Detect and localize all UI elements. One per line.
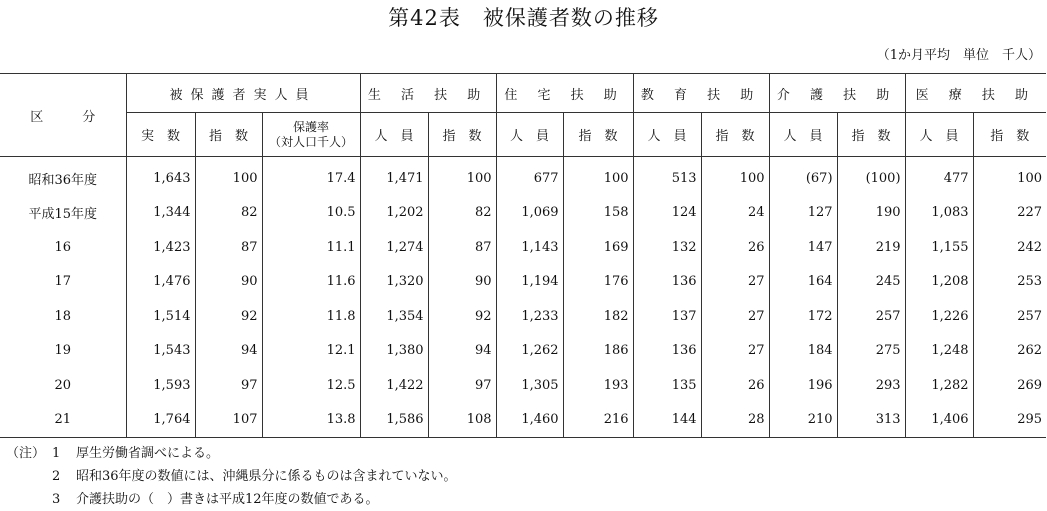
cell: 1,320 bbox=[360, 265, 428, 300]
cell: 97 bbox=[428, 368, 496, 403]
cell: 210 bbox=[769, 403, 837, 438]
cell: 164 bbox=[769, 265, 837, 300]
cell: 1,344 bbox=[126, 196, 195, 231]
cell: 97 bbox=[195, 368, 262, 403]
cell: 184 bbox=[769, 334, 837, 369]
row-label: 平成15年度 bbox=[28, 207, 98, 223]
cell: 1,543 bbox=[126, 334, 195, 369]
cell: 12.1 bbox=[262, 334, 360, 369]
cell: 27 bbox=[701, 265, 769, 300]
cell: 1,155 bbox=[905, 230, 973, 265]
note-number: 1 bbox=[52, 446, 61, 461]
subheader-index: 指 数 bbox=[428, 113, 496, 157]
cell: 1,354 bbox=[360, 299, 428, 334]
cell: 186 bbox=[563, 334, 633, 369]
cell: 242 bbox=[973, 230, 1046, 265]
subheader-protection-rate bbox=[262, 113, 360, 157]
cell: 257 bbox=[973, 299, 1046, 334]
cell: 107 bbox=[195, 403, 262, 438]
table-row bbox=[0, 368, 1046, 403]
cell: 219 bbox=[837, 230, 905, 265]
cell: 90 bbox=[428, 265, 496, 300]
cell: 10.5 bbox=[262, 196, 360, 231]
cell: 1,208 bbox=[905, 265, 973, 300]
cell: 90 bbox=[195, 265, 262, 300]
cell: 132 bbox=[633, 230, 701, 265]
table-row bbox=[0, 334, 1046, 369]
cell: (100) bbox=[837, 157, 905, 196]
note-item bbox=[6, 442, 457, 465]
cell: 11.1 bbox=[262, 230, 360, 265]
cell: 26 bbox=[701, 368, 769, 403]
cell: 82 bbox=[428, 196, 496, 231]
cell: 477 bbox=[905, 157, 973, 196]
cell: 196 bbox=[769, 368, 837, 403]
cell: 1,514 bbox=[126, 299, 195, 334]
group-header-education: 教 育 扶 助 bbox=[633, 74, 769, 113]
table-row bbox=[0, 196, 1046, 231]
cell: 1,202 bbox=[360, 196, 428, 231]
cell: 87 bbox=[195, 230, 262, 265]
note-text: 厚生労働省調べによる。 bbox=[76, 446, 220, 461]
category-header: 区 分 bbox=[0, 74, 126, 157]
cell: 295 bbox=[973, 403, 1046, 438]
cell: 227 bbox=[973, 196, 1046, 231]
cell: 513 bbox=[633, 157, 701, 196]
group-header-livelihood: 生 活 扶 助 bbox=[360, 74, 496, 113]
cell: 82 bbox=[195, 196, 262, 231]
unit-label: （1か月平均 単位 千人） bbox=[876, 48, 1041, 63]
cell: 11.6 bbox=[262, 265, 360, 300]
group-header-housing: 住 宅 扶 助 bbox=[496, 74, 633, 113]
cell: 269 bbox=[973, 368, 1046, 403]
cell: 1,262 bbox=[496, 334, 563, 369]
note-item bbox=[6, 465, 457, 488]
cell: 245 bbox=[837, 265, 905, 300]
cell: 136 bbox=[633, 265, 701, 300]
note-number: 2 bbox=[52, 469, 61, 484]
row-label: 21 bbox=[54, 412, 72, 428]
table-row bbox=[0, 157, 1046, 196]
cell: 1,143 bbox=[496, 230, 563, 265]
cell: 1,586 bbox=[360, 403, 428, 438]
cell: 135 bbox=[633, 368, 701, 403]
subheader-persons: 人 員 bbox=[633, 113, 701, 157]
cell: 28 bbox=[701, 403, 769, 438]
cell: 257 bbox=[837, 299, 905, 334]
cell: 100 bbox=[563, 157, 633, 196]
cell: 137 bbox=[633, 299, 701, 334]
cell: 144 bbox=[633, 403, 701, 438]
cell: 13.8 bbox=[262, 403, 360, 438]
recipients-table bbox=[0, 73, 1046, 438]
row-label: 昭和36年度 bbox=[28, 172, 98, 188]
cell: 24 bbox=[701, 196, 769, 231]
cell: 92 bbox=[428, 299, 496, 334]
row-label: 17 bbox=[54, 274, 72, 290]
subheader-persons: 人 員 bbox=[496, 113, 563, 157]
cell: 100 bbox=[428, 157, 496, 196]
subheader-persons: 人 員 bbox=[905, 113, 973, 157]
cell: 1,226 bbox=[905, 299, 973, 334]
cell: 1,460 bbox=[496, 403, 563, 438]
row-label: 18 bbox=[54, 308, 72, 324]
notes bbox=[6, 442, 457, 511]
note-item bbox=[6, 488, 457, 511]
protection-rate-label: 保護率 bbox=[293, 119, 330, 134]
subheader-index: 指 数 bbox=[701, 113, 769, 157]
cell: 172 bbox=[769, 299, 837, 334]
cell: 100 bbox=[195, 157, 262, 196]
note-number: 3 bbox=[52, 492, 61, 507]
cell: 1,476 bbox=[126, 265, 195, 300]
cell: 1,471 bbox=[360, 157, 428, 196]
cell: 1,422 bbox=[360, 368, 428, 403]
cell: 1,233 bbox=[496, 299, 563, 334]
protection-rate-unit: （対人口千人） bbox=[269, 134, 354, 149]
cell: 92 bbox=[195, 299, 262, 334]
subheader-index: 指 数 bbox=[973, 113, 1046, 157]
cell: 1,069 bbox=[496, 196, 563, 231]
cell: 27 bbox=[701, 334, 769, 369]
group-header-medical: 医 療 扶 助 bbox=[905, 74, 1046, 113]
table-row bbox=[0, 265, 1046, 300]
cell: 193 bbox=[563, 368, 633, 403]
table-row bbox=[0, 299, 1046, 334]
subheader-index: 指 数 bbox=[837, 113, 905, 157]
cell: 677 bbox=[496, 157, 563, 196]
subheader-persons: 人 員 bbox=[769, 113, 837, 157]
note-text: 昭和36年度の数値には、沖縄県分に係るものは含まれていない。 bbox=[76, 469, 457, 484]
group-header-care: 介 護 扶 助 bbox=[769, 74, 905, 113]
cell: 100 bbox=[701, 157, 769, 196]
cell: 293 bbox=[837, 368, 905, 403]
row-label: 19 bbox=[54, 343, 72, 359]
cell: 253 bbox=[973, 265, 1046, 300]
notes-heading: （注） bbox=[6, 446, 46, 461]
subheader-actual: 実 数 bbox=[126, 113, 195, 157]
cell: 190 bbox=[837, 196, 905, 231]
cell: 1,380 bbox=[360, 334, 428, 369]
page-title: 第42表 被保護者数の推移 bbox=[388, 6, 659, 30]
cell: 169 bbox=[563, 230, 633, 265]
cell: 216 bbox=[563, 403, 633, 438]
cell: 1,194 bbox=[496, 265, 563, 300]
group-header-total: 被保護者実人員 bbox=[126, 74, 360, 113]
cell: 176 bbox=[563, 265, 633, 300]
cell: 1,305 bbox=[496, 368, 563, 403]
cell: 1,282 bbox=[905, 368, 973, 403]
cell: 127 bbox=[769, 196, 837, 231]
cell: 1,764 bbox=[126, 403, 195, 438]
cell: 1,274 bbox=[360, 230, 428, 265]
cell: (67) bbox=[769, 157, 837, 196]
subheader-index: 指 数 bbox=[195, 113, 262, 157]
cell: 1,406 bbox=[905, 403, 973, 438]
cell: 158 bbox=[563, 196, 633, 231]
cell: 26 bbox=[701, 230, 769, 265]
cell: 275 bbox=[837, 334, 905, 369]
cell: 1,593 bbox=[126, 368, 195, 403]
cell: 17.4 bbox=[262, 157, 360, 196]
cell: 100 bbox=[973, 157, 1046, 196]
cell: 11.8 bbox=[262, 299, 360, 334]
cell: 124 bbox=[633, 196, 701, 231]
cell: 313 bbox=[837, 403, 905, 438]
cell: 12.5 bbox=[262, 368, 360, 403]
cell: 182 bbox=[563, 299, 633, 334]
cell: 94 bbox=[428, 334, 496, 369]
cell: 136 bbox=[633, 334, 701, 369]
cell: 87 bbox=[428, 230, 496, 265]
row-label: 20 bbox=[54, 377, 72, 393]
cell: 1,248 bbox=[905, 334, 973, 369]
cell: 94 bbox=[195, 334, 262, 369]
row-label: 16 bbox=[54, 239, 72, 255]
subheader-index: 指 数 bbox=[563, 113, 633, 157]
cell: 1,423 bbox=[126, 230, 195, 265]
cell: 262 bbox=[973, 334, 1046, 369]
cell: 1,083 bbox=[905, 196, 973, 231]
table-row bbox=[0, 230, 1046, 265]
subheader-persons: 人 員 bbox=[360, 113, 428, 157]
cell: 147 bbox=[769, 230, 837, 265]
note-text: 介護扶助の（ ）書きは平成12年度の数値である。 bbox=[76, 492, 379, 507]
cell: 1,643 bbox=[126, 157, 195, 196]
cell: 27 bbox=[701, 299, 769, 334]
table-row bbox=[0, 403, 1046, 438]
cell: 108 bbox=[428, 403, 496, 438]
